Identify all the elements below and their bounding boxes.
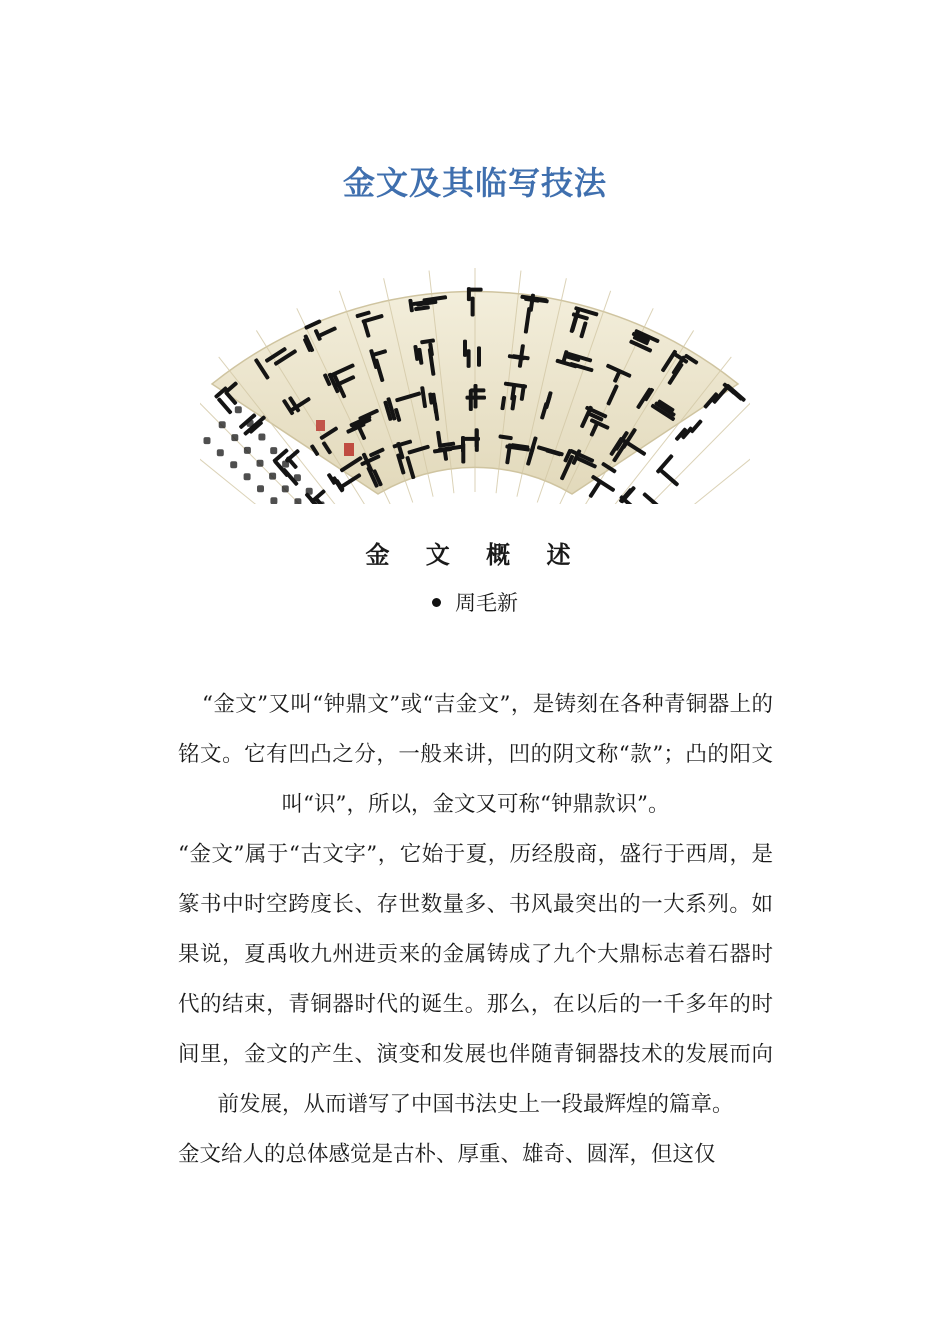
author-name: 周毛新 (455, 591, 518, 615)
ink-stroke (467, 288, 482, 292)
inscription-mark (219, 421, 226, 428)
inscription-mark (230, 461, 237, 468)
document-title: 金文及其临写技法 (342, 164, 607, 202)
ink-stroke (477, 346, 481, 366)
ink-stroke (474, 384, 478, 409)
ink-stroke (470, 388, 486, 392)
paragraph: “金文”属于“古文字”，它始于夏，历经殷商，盛行于西周，是篆书中时空跨度长、存世数量多、书风最突出的一大系列。如果说，夏禹收九州进贡来的金属铸成了九个大鼎标志着石器时代的结束，青铜器时代的诞生。那么，在以后的一千多年的时间里，金文的产生、演变和发展也伴随青铜器技术的发展而向前发展，从而谱写了中国书法史上一段最辉煌的篇章。 (178, 842, 773, 1117)
ink-stroke (475, 429, 479, 452)
ink-stroke (243, 415, 266, 436)
ink-stroke (469, 389, 473, 411)
paragraph: 金文给人的总体感觉是古朴、厚重、雄奇、圆浑，但这仅 (178, 1142, 716, 1167)
seal-stamp-2 (316, 420, 325, 431)
calligraphy-glyph (656, 454, 691, 489)
inscription-mark (244, 447, 251, 454)
inscription-mark (270, 447, 277, 454)
article-body (178, 680, 773, 1180)
fan-graphic (200, 212, 750, 504)
ink-stroke (467, 349, 471, 368)
inscription-mark (204, 437, 211, 444)
calligraphy-fan-image (200, 212, 750, 504)
inscription-mark (231, 434, 238, 441)
inscription-mark (247, 420, 254, 427)
paragraph: “金文”又叫“钟鼎文”或“吉金文”，是铸刻在各种青铜器上的铭文。它有凹凸之分，一般来讲，凹的阴文称“款”；凸的阳文叫“识”，所以，金文又可称“钟鼎款识”。 (178, 692, 773, 817)
inscription-mark (270, 497, 277, 504)
inscription-mark (217, 449, 224, 456)
inscription-mark (269, 473, 276, 480)
inscription-mark (318, 501, 325, 504)
author-line (0, 587, 950, 617)
inscription-mark (257, 460, 264, 467)
seal-stamp-1 (344, 443, 354, 456)
inscription-mark (282, 461, 289, 468)
inscription-mark (244, 473, 251, 480)
ink-stroke (658, 467, 678, 485)
inscription-mark (257, 485, 264, 492)
ink-stroke (726, 384, 746, 402)
bullet-icon (432, 598, 441, 607)
ink-stroke (656, 454, 674, 474)
inscription-mark (294, 474, 301, 481)
ink-stroke (471, 297, 475, 317)
inscription-mark (258, 434, 265, 441)
ink-stroke (689, 419, 703, 434)
inscription-mark (306, 488, 313, 495)
ink-stroke (463, 340, 467, 357)
inscription-mark (282, 485, 289, 492)
ink-stroke (461, 443, 465, 464)
inscription-mark (235, 406, 242, 413)
inscription-mark (294, 498, 301, 504)
section-heading: 金 文 概 述 (365, 541, 585, 569)
calligraphy-glyph (272, 443, 316, 487)
